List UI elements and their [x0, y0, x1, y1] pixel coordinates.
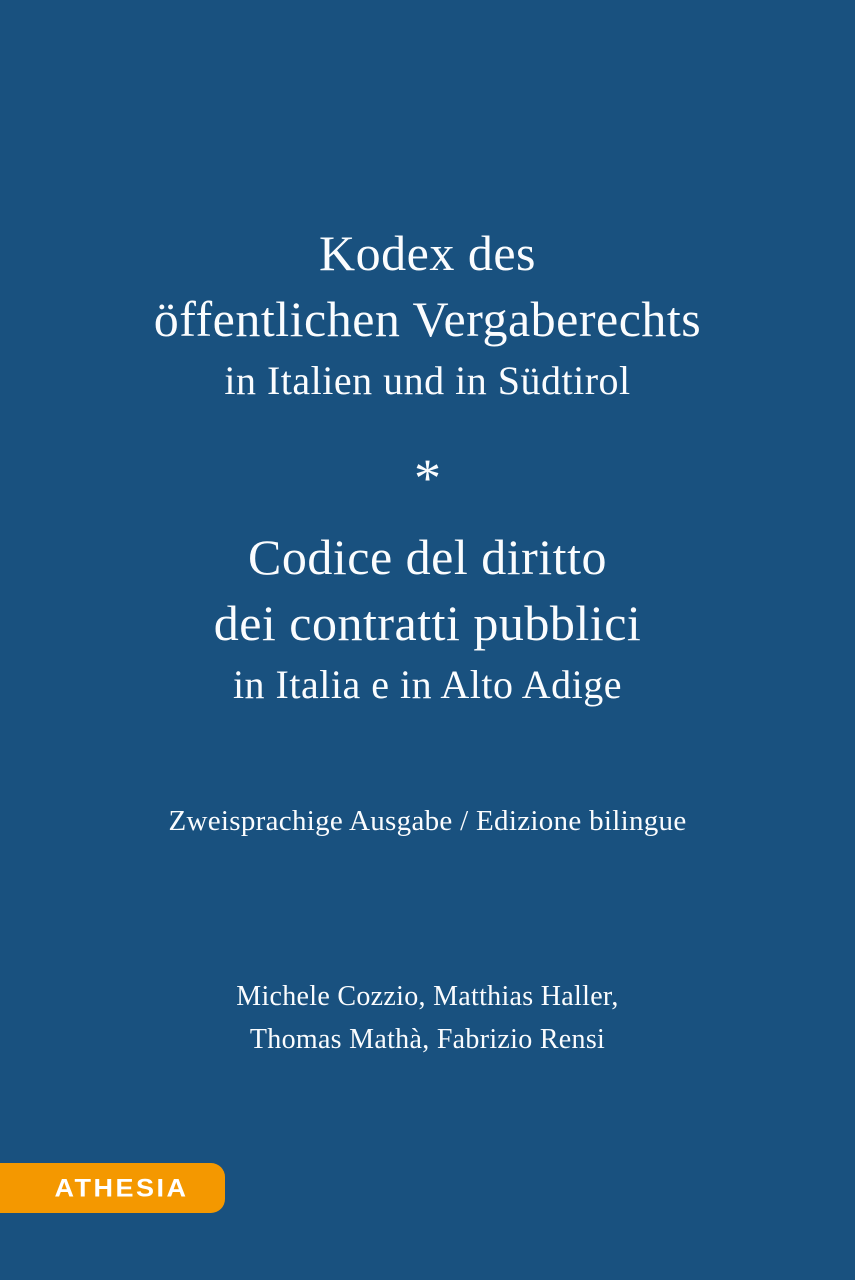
- italian-title-line-2: dei contratti pubblici: [213, 595, 642, 651]
- italian-title-subline: in Italia e in Alto Adige: [232, 662, 623, 707]
- italian-title: [0, 524, 855, 714]
- authors-line-1: Michele Cozzio, Matthias Haller,: [236, 981, 619, 1012]
- title-separator-asterisk: *: [414, 448, 441, 508]
- italian-title-line-1: Codice del diritto: [248, 529, 607, 585]
- german-title-subline: in Italien und in Südtirol: [224, 358, 631, 403]
- authors-block: [0, 975, 855, 1061]
- german-title-line-2: öffentlichen Vergaberechts: [153, 291, 702, 347]
- german-title: [0, 220, 855, 410]
- athesia-publisher-logo: [0, 1163, 225, 1213]
- authors-line-2: Thomas Mathà, Fabrizio Rensi: [249, 1024, 606, 1055]
- publisher-logo-text: ATHESIA: [54, 1173, 189, 1202]
- german-title-line-1: Kodex des: [319, 225, 536, 281]
- edition-note: Zweisprachige Ausgabe / Edizione bilingue: [168, 805, 687, 837]
